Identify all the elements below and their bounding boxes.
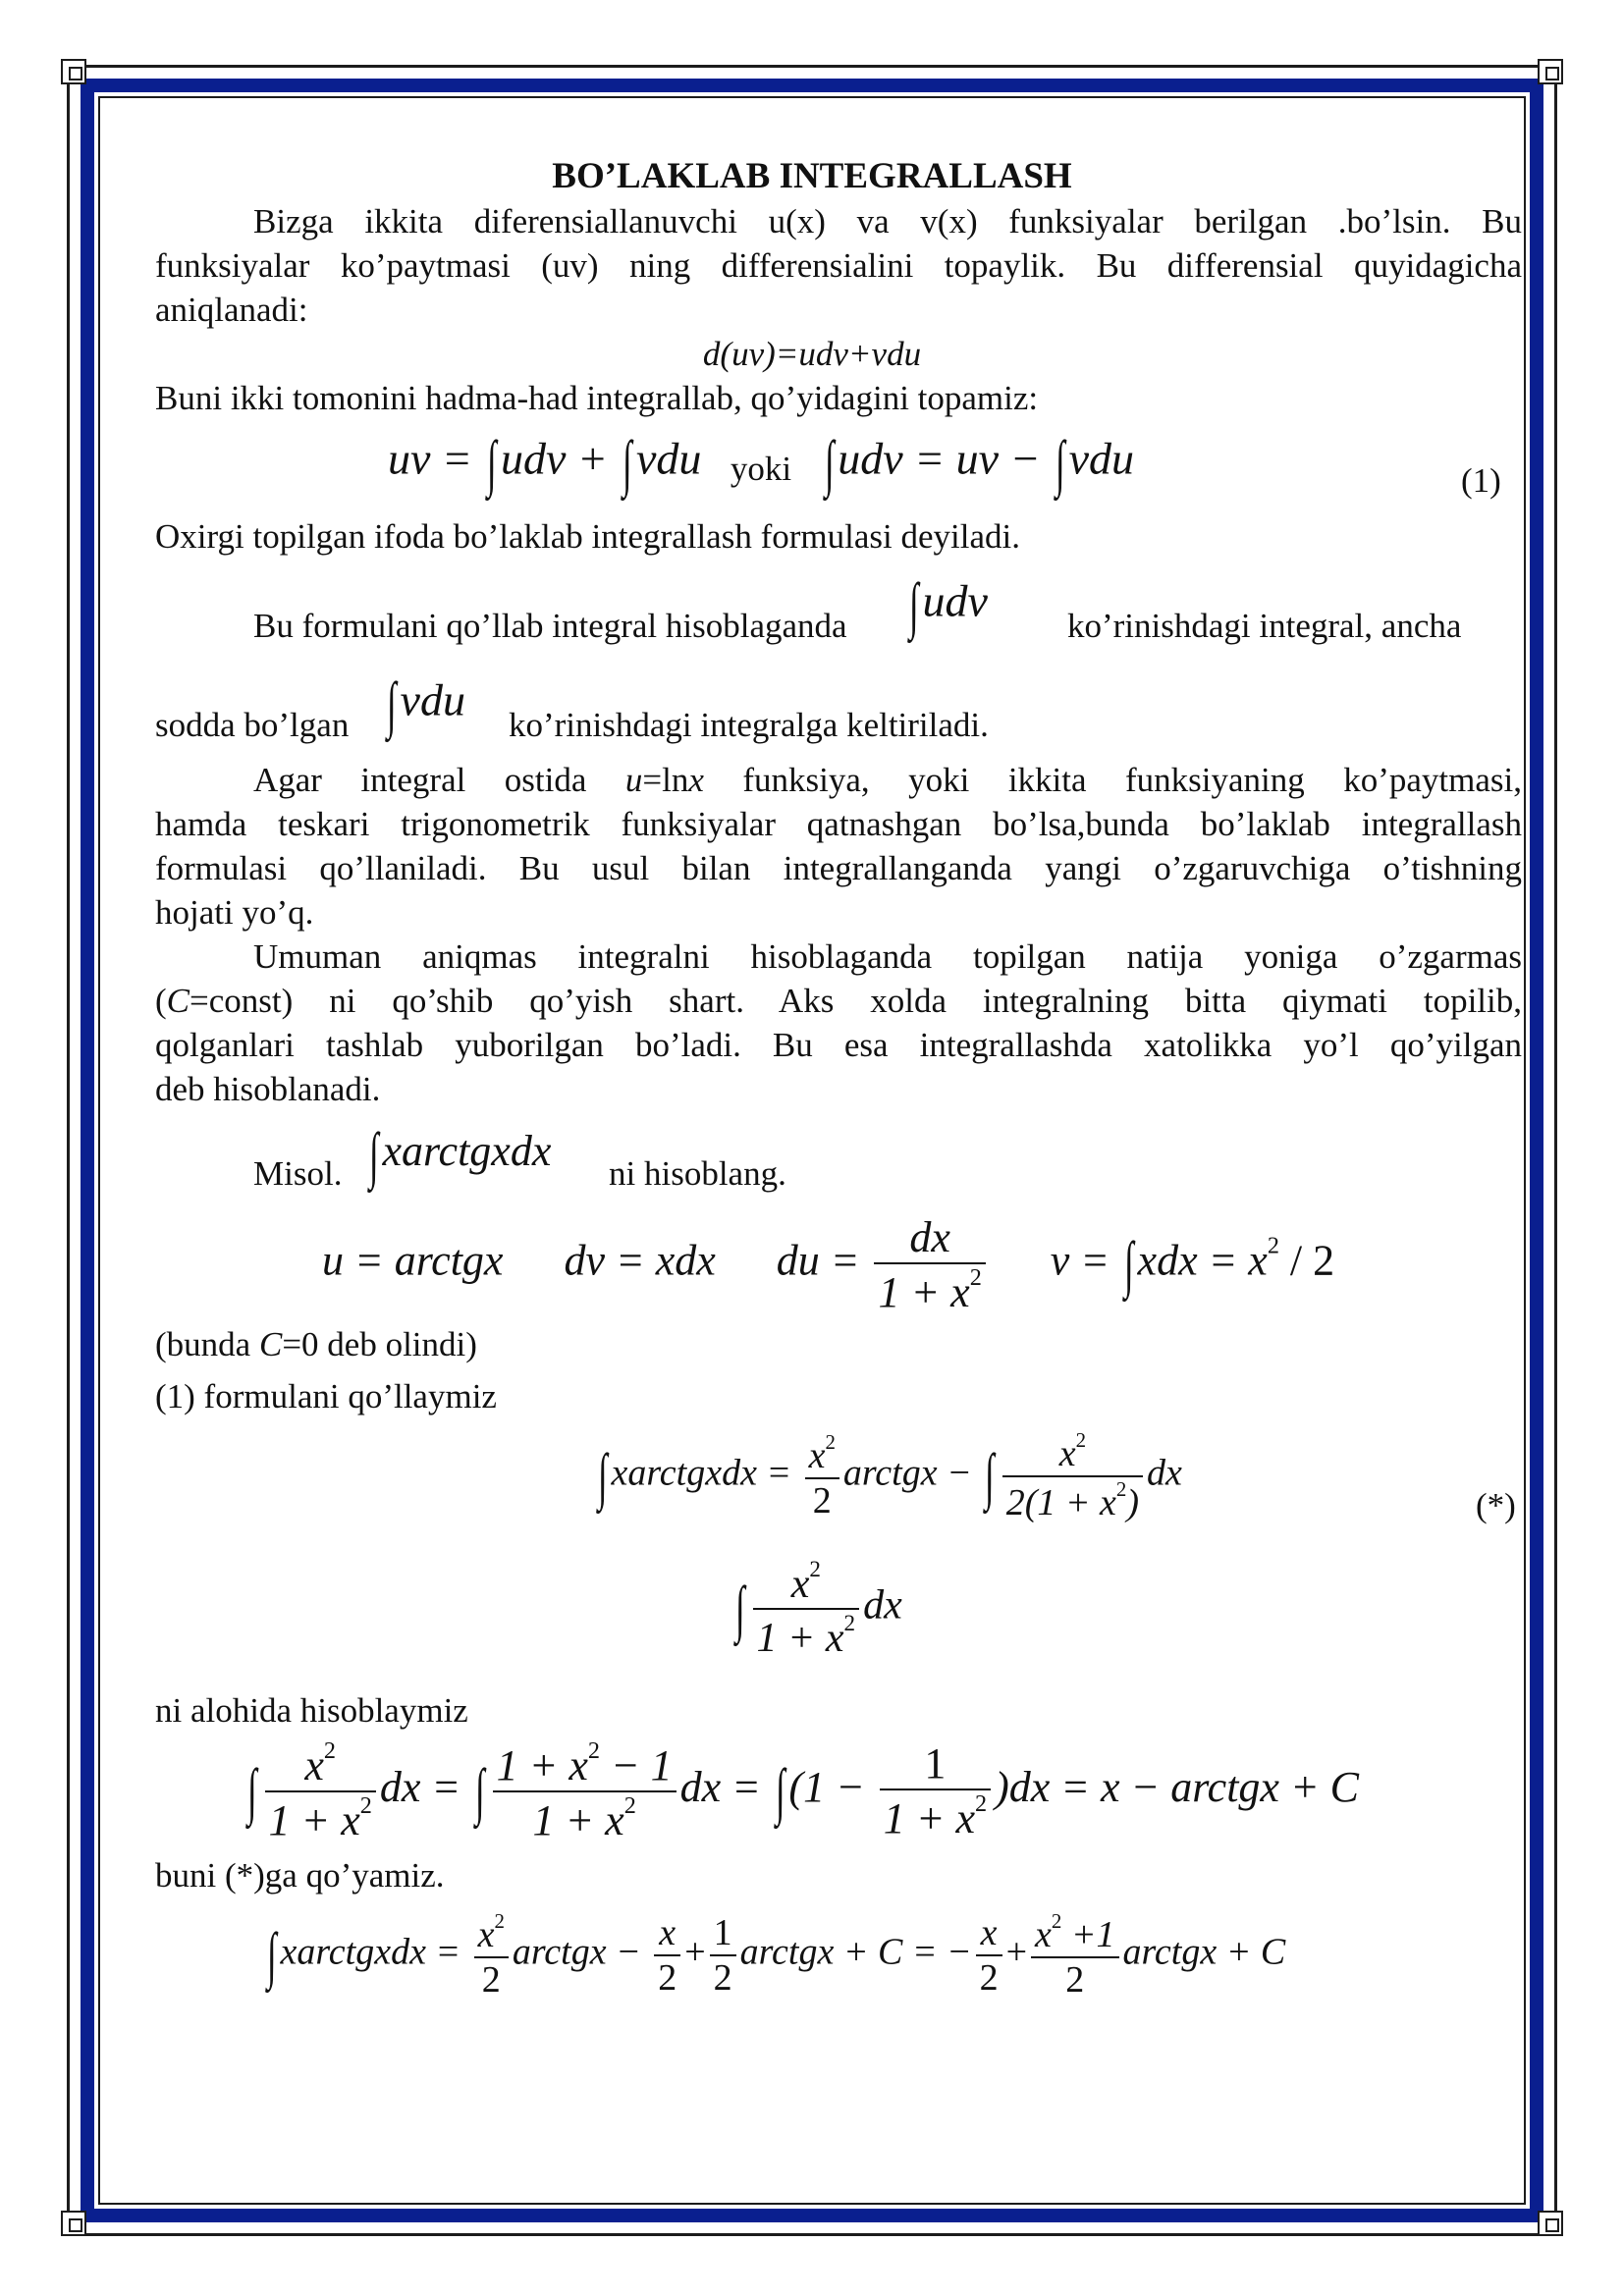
example-label: Misol. [253,1154,343,1193]
para4-text-a: Bu formulani qo’llab integral hisoblaganda [253,607,847,645]
integral-sign-icon: ∫ [824,428,835,498]
integral-sign-icon: ∫ [908,570,919,640]
word-yoki: yoki [730,449,792,488]
integral-sign-icon: ∫ [623,428,633,498]
formula-parts: uv = ∫udv + ∫vdu yoki ∫udv = uv − ∫vdu [388,428,1135,498]
para5-line-1: Agar integral ostida u=lnx funksiya, yoki ikkita funksiyaning ko’paytmasi, [253,761,1523,799]
para6-line-1: Umuman aniqmas integralni hisoblaganda topilgan natija yoniga o’zgarmas [253,937,1522,976]
integral-sign-icon: ∫ [985,1440,995,1511]
equation-label-star: (*) [1476,1486,1516,1524]
paragraph-intro [155,199,1522,332]
intro-line-3: aniqlanadi: [155,291,308,329]
note-apply-formula: (1) formulani qo’llaymiz [155,1377,497,1415]
integral-sign-icon: ∫ [734,1573,745,1643]
formula-duv: d(uv)=udv+vdu [702,335,922,373]
para5-line-2: hamda teskari trigonometrik funksiyalar qatnashgan bo’lsa,bunda bo’laklab integrallash [155,805,1522,843]
paragraph-constant [155,934,1522,1111]
frame-corner-top-left [61,59,86,84]
note-c-zero: (bunda C=0 deb olindi) [155,1325,477,1363]
note-separately: ni alohida hisoblaymiz [155,1691,468,1730]
integral-sign-icon: ∫ [775,1755,785,1826]
para6-line-2: (C=const) ni qo’shib qo’yish shart. Aks xolda integralning bitta qiymati topilib, [155,982,1522,1020]
frame-corner-top-right [1538,59,1563,84]
frame-corner-bottom-right [1538,2211,1563,2236]
note-substitute: buni (*)ga qo’yamiz. [155,1856,445,1895]
frame-corner-bottom-left [61,2211,86,2236]
para4-text-b: ko’rinishdagi integral, ancha [1067,607,1462,645]
intro-line-2: funksiyalar ko’paytmasi (uv) ning differensialini topaylik. Bu differensial quyidagicha [155,246,1522,285]
paragraph-when-to-use [155,758,1522,934]
formula-long: ∫ $\frac{x^2}{1 + x^2}$ dx = ∫ $\frac{1 + x^2 - 1}{1 + x^2}$ dx = ∫(1 − $\frac{1}{1 + x^2}$ )dx = x − arctgx + C [246,1737,1359,1844]
para4-text-c: sodda bo’lgan [155,706,350,744]
fraction-du: $\frac{dx}{1 + x^2}$ [874,1212,985,1317]
integral-sign-icon: ∫ [246,1755,257,1826]
substitution-line: u = arctgx dv = xdx du = $\frac{dx}{1 + x^2}$ $v = \int xdx = x^2 / 2$ [322,1213,1335,1316]
para4-text-d: ko’rinishdagi integralga keltiriladi. [509,706,989,744]
integral-sign-icon: ∫ [1056,428,1065,498]
integral-sign-icon: ∫ [597,1440,608,1511]
intro-line-1: Bizga ikkita diferensiallanuvchi u(x) va v(x) funksiyalar berilgan .bo’lsin. Bu [253,202,1522,240]
para5-line-4: hojati yo’q. [155,893,314,932]
integral-sign-icon: ∫ [487,428,498,498]
para6-line-4: deb hisoblanadi. [155,1070,381,1108]
integral-sign-icon: ∫ [266,1919,277,1990]
integral-udv: ∫udv [908,570,988,640]
example-tail: ni hisoblang. [609,1154,786,1193]
paragraph-definition: Oxirgi topilgan ifoda bo’laklab integrallash formulasi deyiladi. [155,517,1020,556]
formula-separate: ∫ $\frac{x^2}{1 + x^2}$ dx [734,1556,902,1661]
paragraph-integrate: Buni ikki tomonini hadma-had integrallab, qo’yidagini topamiz: [155,379,1039,417]
para6-line-3: qolganlari tashlab yuborilgan bo’ladi. Bu esa integrallashda xatolikka yo’l qo’yilgan [155,1026,1522,1064]
integral-sign-icon: ∫ [386,669,397,739]
para5-line-3: formulasi qo’llaniladi. Bu usul bilan integrallanganda yangi o’zgaruvchiga o’tishning [155,849,1522,887]
integral-sign-icon: ∫ [368,1120,379,1190]
equation-label-1: (1) [1461,461,1501,500]
formula-star: ∫ xarctgxdx = $\frac{x^2}{2}$ arctgx − ∫ $\frac{x^2}{2(1 + x^2)}$ dx [597,1428,1182,1523]
page-title: BO’LAKLAB INTEGRALLASH [552,156,1072,196]
formula-final: ∫ xarctgxdx = $\frac{x^2}{2}$ arctgx − $\frac{x}{2}$ + $\frac{1}{2}$ arctgx + C = − $\frac{x}{2}$ + $\frac{x^2 +1}{2}$ arctgx + C [266,1909,1286,2001]
integral-vdu: ∫vdu [386,669,465,739]
integral-sign-icon: ∫ [475,1755,485,1826]
example-integral: ∫xarctgxdx [368,1120,552,1190]
integral-sign-icon: ∫ [1123,1229,1134,1300]
